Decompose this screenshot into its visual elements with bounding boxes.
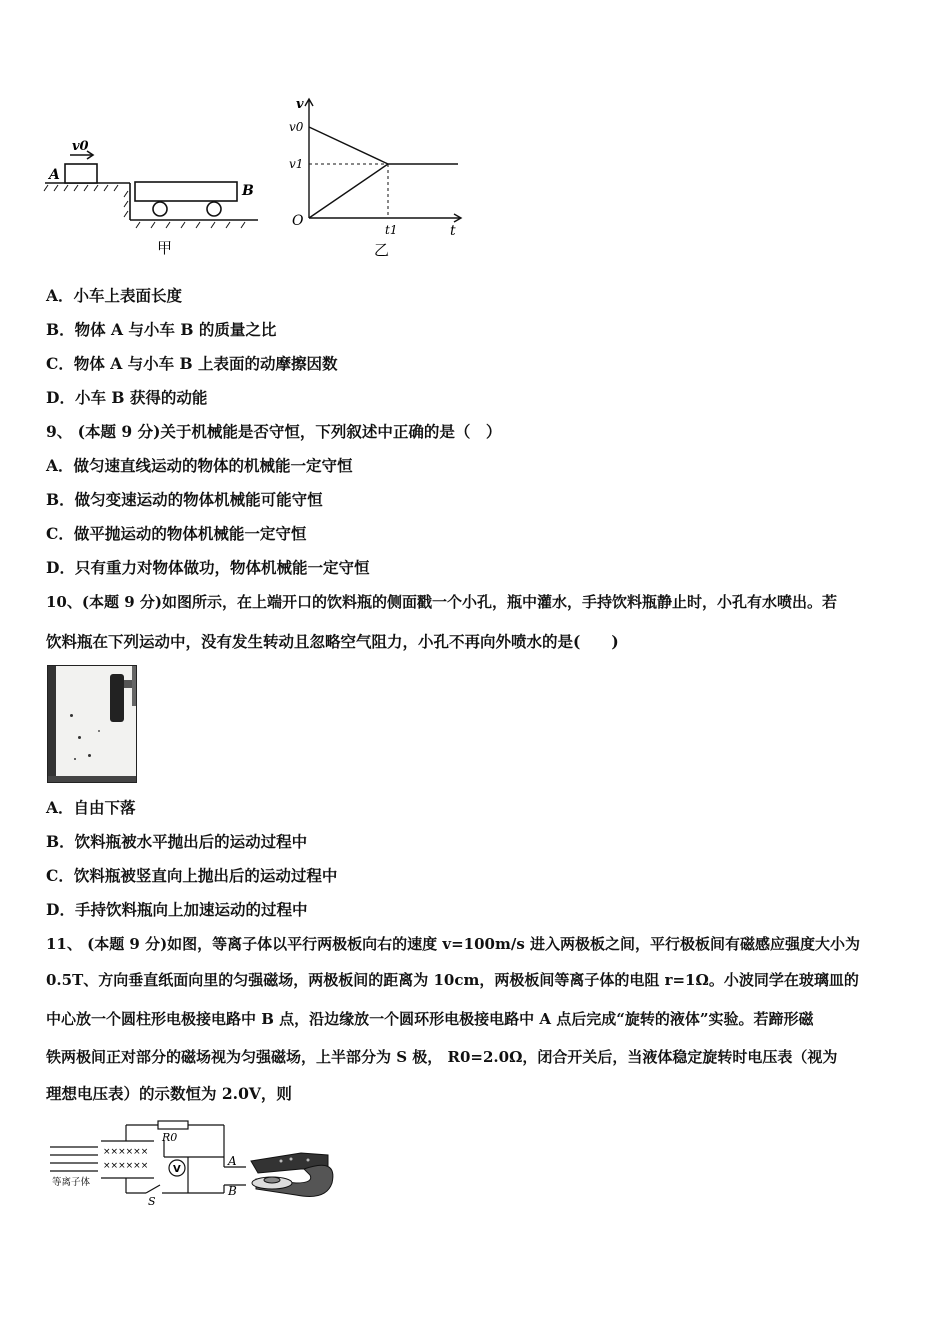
v1-tick: v1 (289, 157, 304, 171)
field-marks-top: ×××××× (103, 1147, 149, 1157)
q10-stem-line1: 10、(本题 9 分)如图所示，在上端开口的饮料瓶的侧面戳一个小孔，瓶中灌水，手持饮料瓶静止时，小孔有水喷出。若 (46, 593, 837, 611)
bottle-photo (47, 665, 137, 783)
q10-option-c: C．饮料瓶被竖直向上抛出后的运动过程中 (46, 866, 338, 885)
origin-label: O (292, 213, 304, 229)
q8-option-b: B．物体 A 与小车 B 的质量之比 (46, 320, 277, 339)
caption-jia: 甲 (157, 239, 173, 257)
t-axis-label: t (450, 223, 456, 239)
q9-option-c: C．做平抛运动的物体机械能一定守恒 (46, 524, 307, 543)
v-axis-label: v (296, 97, 304, 112)
q9-option-b: B．做匀变速运动的物体机械能可能守恒 (46, 490, 323, 509)
circuit-b-label: B (228, 1184, 237, 1198)
circuit-diagram (46, 1117, 336, 1209)
q10-option-a: A．自由下落 (46, 798, 136, 817)
t1-tick: t1 (385, 223, 398, 237)
field-marks-bottom: ×××××× (103, 1161, 149, 1171)
q10-option-b: B．饮料瓶被水平抛出后的运动过程中 (46, 832, 308, 851)
v0-tick: v0 (289, 120, 304, 134)
voltmeter-label: V (173, 1164, 181, 1175)
q9-stem: 9、 (本题 9 分)关于机械能是否守恒，下列叙述中正确的是（ ） (46, 422, 502, 441)
q8-option-d: D．小车 B 获得的动能 (46, 388, 208, 407)
a-label: A (49, 167, 60, 183)
q10-option-d: D．手持饮料瓶向上加速运动的过程中 (46, 900, 308, 919)
q11-stem-line1: 11、 (本题 9 分)如图，等离子体以平行两极板向右的速度 v=100m/s 进入两极板之间，平行极板间有磁感应强度大小为 (46, 935, 861, 953)
caption-yi: 乙 (374, 241, 390, 259)
q9-option-d: D．只有重力对物体做功，物体机械能一定守恒 (46, 558, 370, 577)
cart-diagram (40, 135, 270, 260)
q11-stem-line2: 0.5T、方向垂直纸面向里的匀强磁场，两极板间的距离为 10cm，两极板间等离子体的电阻 r=1Ω。小波同学在玻璃皿的 (46, 971, 859, 989)
b-label: B (242, 183, 254, 199)
q8-option-a: A．小车上表面长度 (46, 286, 183, 305)
plasma-label: 等离子体 (52, 1177, 91, 1188)
switch-label: S (148, 1195, 156, 1208)
q11-stem-line4: 铁两极间正对部分的磁场视为匀强磁场，上半部分为 S 极， R0=2.0Ω，闭合开关后，当液体稳定旋转时电压表（视为 (46, 1048, 838, 1066)
circuit-a-label: A (228, 1154, 237, 1168)
q11-stem-line3: 中心放一个圆柱形电极接电路中 B 点，沿边缘放一个圆环形电极接电路中 A 点后完成“旋转的液体”实验。若蹄形磁 (46, 1010, 814, 1028)
q10-stem-line2: 饮料瓶在下列运动中，没有发生转动且忽略空气阻力，小孔不再向外喷水的是( ) (46, 632, 619, 651)
v0-label: v0 (72, 139, 89, 154)
q9-option-a: A．做匀速直线运动的物体的机械能一定守恒 (46, 456, 353, 475)
velocity-time-graph (282, 92, 472, 262)
r0-label: R0 (162, 1131, 178, 1144)
q11-stem-line5: 理想电压表）的示数恒为 2.0V，则 (46, 1084, 292, 1103)
q8-option-c: C．物体 A 与小车 B 上表面的动摩擦因数 (46, 354, 338, 373)
